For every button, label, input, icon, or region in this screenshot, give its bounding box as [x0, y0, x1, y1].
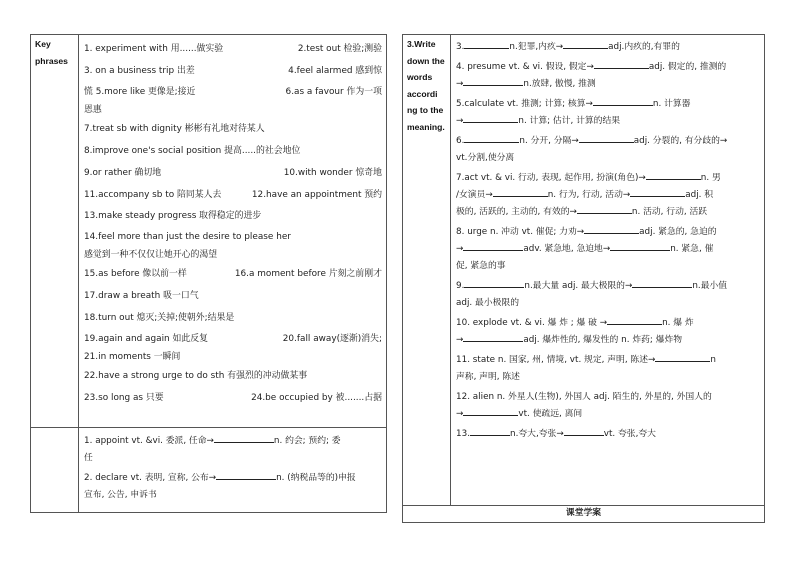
- phrase-row: 14.feel more than just the desire to please her: [84, 232, 291, 243]
- phrase-row: 11.accompany sb to 陪同某人去 12.have an appointment 预约: [84, 189, 382, 200]
- phrase-row: 8.improve one's social position 提高.....的社会地位: [84, 145, 301, 156]
- answer-blank[interactable]: [216, 470, 276, 480]
- phrase-row: 慌 5.more like 更像是;接近 6.as a favour 作为一项: [84, 86, 382, 97]
- answer-blank[interactable]: [632, 278, 692, 288]
- answer-blank[interactable]: [470, 426, 510, 436]
- phrase-row: 17.draw a breath 吸一口气: [84, 291, 199, 302]
- phrase-row: 3. on a business trip 出差 4.feel alarmed 感到惊: [84, 65, 382, 76]
- key-phrases-label-cell: [31, 35, 79, 427]
- phrase-row: 9.or rather 确切地 10.with wonder 惊奇地: [84, 167, 382, 178]
- answer-blank[interactable]: [594, 59, 649, 69]
- word-item: 13. n.夸大,夸张→ vt. 夸张,夸大: [456, 426, 760, 443]
- word-item: 8. urge n. 冲动 vt. 催促; 力劝→ adj. 紧急的, 急迫的 → adv. 紧急地, 急迫地→ n. 紧急, 催 促, 紧急的事: [456, 224, 760, 275]
- phrase-row: 18.turn out 熄灭;关掉;使朝外;结果是: [84, 313, 235, 324]
- answer-blank[interactable]: [463, 241, 523, 251]
- answer-blank[interactable]: [463, 332, 523, 342]
- answer-blank[interactable]: [563, 39, 608, 49]
- answer-blank[interactable]: [655, 352, 710, 362]
- phrase-row: 恩惠: [84, 104, 102, 115]
- word-item: 7.act vt. & vi. 行动, 表现, 起作用, 扮演(角色)→ n. 男 /女演员→ n. 行为, 行动, 活动→ adj. 积 极的, 活跃的, 主动的, 有效的→ n. 活动, 行动, 活跃: [456, 170, 760, 221]
- phrase-row: 22.have a strong urge to do sth 有强烈的冲动做某事: [84, 371, 308, 382]
- answer-blank[interactable]: [493, 187, 548, 197]
- instruction-label: 3.Write down the words accordi ng to the meaning.: [407, 39, 445, 132]
- word-item: 4. presume vt. & vi. 假设, 假定→ adj. 假定的, 推测的 → n.放肆, 傲慢, 推测: [456, 59, 760, 93]
- word-item: 6. n. 分开, 分隔→ adj. 分裂的, 有分歧的→ vt.分割,使分离: [456, 133, 760, 167]
- phrase-list: [84, 39, 382, 410]
- word-item: 3. n.犯罪,内疚→ adj.内疚的,有罪的: [456, 39, 760, 56]
- table-divider: [31, 427, 386, 428]
- answer-blank[interactable]: [607, 315, 662, 325]
- phrase-row: 7.treat sb with dignity 彬彬有礼地对待某人: [84, 123, 265, 134]
- word-item: 10. explode vt. & vi. 爆 炸 ; 爆 破 → n. 爆 炸 → adj. 爆炸性的, 爆发性的 n. 炸药; 爆炸物: [456, 315, 760, 349]
- key-phrases-table: [30, 34, 387, 513]
- answer-blank[interactable]: [577, 204, 632, 214]
- key-phrases-label: Key phrases: [35, 39, 68, 66]
- phrase-row: 1. experiment with 用......做实验 2.test out 检验;测验: [84, 44, 382, 54]
- word-forms-list: [84, 433, 382, 504]
- phrase-row: 15.as before 像以前一样 16.a moment before 片刻之前刚才: [84, 269, 382, 280]
- word-item: 2. declare vt. 表明, 宣称, 公布→ n. (纳税品等的)申报 宣布, 公告, 申诉书: [84, 470, 382, 504]
- section-footer-title: 课堂学案: [565, 508, 602, 518]
- word-list: [456, 39, 760, 443]
- word-item: 11. state n. 国家, 州, 情境, vt. 规定, 声明, 陈述→ n 声称, 声明, 陈述: [456, 352, 760, 386]
- answer-blank[interactable]: [579, 133, 634, 143]
- answer-blank[interactable]: [630, 187, 685, 197]
- answer-blank[interactable]: [464, 133, 519, 143]
- answer-blank[interactable]: [214, 433, 274, 443]
- phrase-row: 21.in moments 一瞬间: [84, 352, 181, 363]
- word-item: 12. alien n. 外星人(生物), 外国人 adj. 陌生的, 外星的, 外国人的 → vt. 使疏远, 离间: [456, 392, 712, 419]
- word-item: 1. appoint vt. &vi. 委派, 任命→ n. 约会; 预约; 委 任: [84, 433, 382, 467]
- phrase-row: 感觉到一种不仅仅让她开心的渴望: [84, 250, 218, 261]
- answer-blank[interactable]: [646, 170, 701, 180]
- word-item: 5.calculate vt. 推测; 计算; 核算→ n. 计算器 → n. 计算; 估计, 计算的结果: [456, 96, 760, 130]
- answer-blank[interactable]: [584, 224, 639, 234]
- words-label-cell: [31, 427, 79, 513]
- answer-blank[interactable]: [593, 96, 653, 106]
- word-item: 9. n.最大量 adj. 最大极限的→ n.最小值 adj. 最小极限的: [456, 278, 760, 312]
- instruction-label-cell: [403, 35, 451, 505]
- answer-blank[interactable]: [610, 241, 670, 251]
- phrase-row: 23.so long as 只要 24.be occupied by 被.......占据: [84, 392, 382, 403]
- answer-blank[interactable]: [464, 278, 524, 288]
- word-meaning-table: [402, 34, 765, 523]
- answer-blank[interactable]: [463, 113, 518, 123]
- phrase-row: 13.make steady progress 取得稳定的进步: [84, 211, 262, 222]
- answer-blank[interactable]: [564, 426, 604, 436]
- phrase-row: 19.again and again 如此反复 20.fall away(逐渐)消失;: [84, 334, 382, 345]
- answer-blank[interactable]: [463, 406, 518, 416]
- answer-blank[interactable]: [463, 76, 523, 86]
- answer-blank[interactable]: [464, 39, 509, 49]
